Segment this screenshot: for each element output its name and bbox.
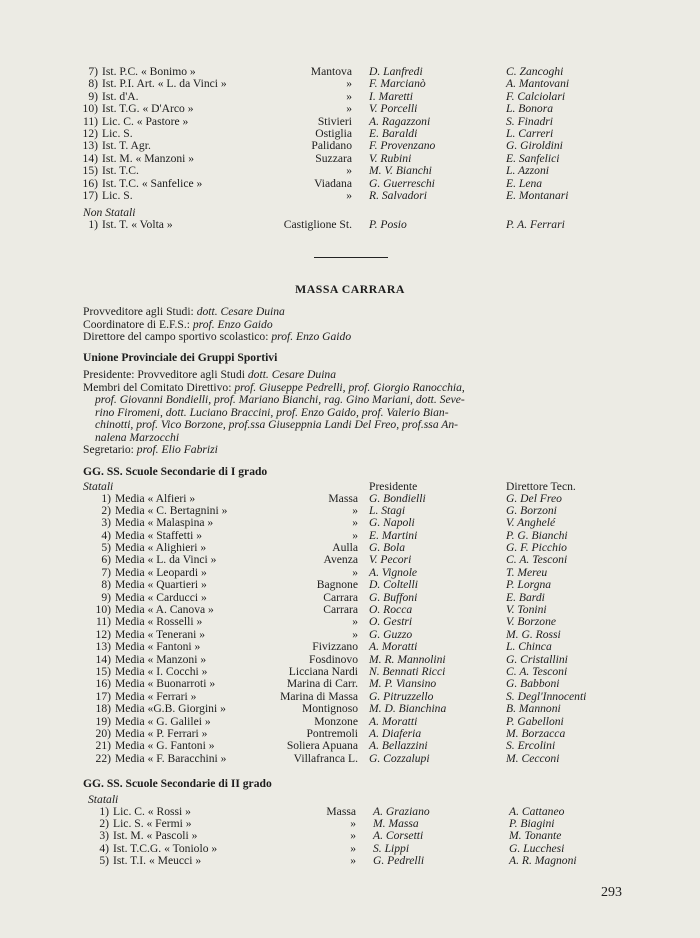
- school-row: [0, 678, 700, 690]
- provveditore-name: dott. Cesare Duina: [196, 305, 285, 318]
- membri-line-2: prof. Giovanni Bondielli, prof. Mariano Bianchi, rag. Gino Mariani, dott. Seve-: [95, 393, 465, 406]
- gg2-table: [0, 806, 700, 868]
- entry-number: 14): [95, 652, 111, 666]
- school-city: Pontremoli: [306, 726, 358, 740]
- school-city: Massa: [328, 491, 358, 505]
- school-row: [0, 616, 700, 628]
- direttore-name: S. Degl'Innocenti: [506, 689, 587, 703]
- presidente-name: G. Guerreschi: [369, 176, 435, 190]
- school-city: »: [346, 89, 352, 103]
- entry-number: 5): [99, 854, 109, 868]
- school-name: Media « Carducci »: [115, 590, 207, 604]
- entry-number: 4): [99, 841, 109, 855]
- entry-number: 9): [88, 89, 98, 103]
- school-city: »: [350, 829, 356, 843]
- entry-number: 13): [82, 139, 98, 153]
- entry-number: 1): [101, 491, 111, 505]
- presidente-name: A. Moratti: [369, 640, 418, 654]
- school-city: Monzone: [314, 714, 358, 728]
- presidente-name: D. Lanfredi: [369, 65, 423, 78]
- presidente-name: I. Maretti: [369, 89, 414, 103]
- entry-number: 1): [88, 218, 98, 231]
- entry-number: 6): [101, 553, 111, 567]
- presidente-name: A. Bellazzini: [369, 739, 428, 753]
- school-city: »: [350, 841, 356, 855]
- presidente-name: M. Massa: [373, 816, 419, 830]
- entry-number: 15): [82, 164, 98, 178]
- segretario-line: [83, 444, 218, 456]
- presidente-name: A. Corsetti: [373, 829, 424, 843]
- membri-line-5: nalena Marzocchi: [95, 430, 180, 444]
- entry-number: 4): [101, 528, 111, 542]
- direttore-name: A. Mantovani: [506, 77, 570, 91]
- gg1-col-direttore: Direttore Tecn.: [506, 480, 576, 493]
- direttore-name: G. Babboni: [506, 677, 560, 691]
- unione-title: Unione Provinciale dei Gruppi Sportivi: [83, 351, 278, 364]
- school-name: Media «G.B. Giorgini »: [115, 702, 226, 716]
- school-name: Media « Fantoni »: [115, 640, 201, 654]
- gg1-title: GG. SS. Scuole Secondarie di I grado: [83, 465, 268, 478]
- school-city: Avenza: [323, 553, 358, 567]
- entry-number: 12): [95, 627, 111, 641]
- school-name: Media « Tenerani »: [115, 627, 206, 641]
- direttore-name: V. Tonini: [506, 603, 547, 617]
- entry-number: 10): [82, 102, 98, 116]
- entry-number: 10): [95, 603, 111, 617]
- provveditore-label: Provveditore agli Studi:: [83, 305, 194, 318]
- segretario-label: Segretario:: [83, 443, 134, 456]
- school-name: Media « I. Cocchi »: [115, 664, 208, 678]
- presidente-name: G. Guzzo: [369, 627, 413, 641]
- direttore-name: S. Ercolini: [506, 739, 556, 753]
- school-city: »: [346, 188, 352, 202]
- gg2-statali-label: Statali: [88, 793, 119, 806]
- school-city: Palidano: [311, 139, 352, 153]
- presidente-name: O. Rocca: [369, 603, 413, 617]
- school-row: [0, 517, 700, 529]
- entry-number: 8): [88, 77, 98, 91]
- direttore-name: E. Sanfelici: [506, 151, 560, 165]
- school-city: Montignoso: [301, 702, 358, 716]
- school-city: Licciana Nardi: [288, 664, 358, 678]
- presidente-name: A. Diaferia: [369, 726, 422, 740]
- presidente-name: M. R. Mannolini: [369, 652, 446, 666]
- entry-number: 19): [95, 714, 111, 728]
- direttore-name: P. Gabelloni: [506, 714, 564, 728]
- direttore-line: [83, 331, 351, 343]
- presidente-name: F. Marcianò: [369, 77, 426, 91]
- entry-number: 7): [88, 65, 98, 78]
- presidente-name: G. Bola: [369, 541, 406, 555]
- entry-number: 11): [95, 615, 111, 629]
- direttore-name: E. Lena: [506, 176, 543, 190]
- entry-number: 1): [99, 804, 109, 818]
- membri-label: Membri del Comitato Direttivo:: [83, 380, 232, 394]
- school-name: Media « C. Bertagnini »: [115, 503, 228, 517]
- school-city: »: [352, 565, 358, 579]
- school-city: Fivizzano: [312, 640, 358, 654]
- entry-number: 13): [95, 640, 111, 654]
- presidente-name: S. Lippi: [373, 841, 410, 855]
- direttore-name: B. Mannoni: [506, 702, 561, 716]
- coordinatore-name: prof. Enzo Gaido: [192, 317, 273, 331]
- presidente-name: E. Martini: [369, 528, 418, 542]
- direttore-name: L. Bonora: [506, 102, 554, 116]
- entry-number: 12): [82, 126, 98, 140]
- school-name: Media « Staffetti »: [115, 528, 203, 542]
- presidente-name: M. V. Bianchi: [369, 164, 432, 178]
- presidente-name: M. D. Bianchina: [369, 702, 447, 716]
- presidente-name: A. Vignole: [369, 565, 418, 579]
- school-city: Carrara: [323, 603, 358, 617]
- school-name: Media « Alighieri »: [115, 541, 207, 555]
- entry-number: 17): [95, 689, 111, 703]
- school-name: Media « G. Galilei »: [115, 714, 211, 728]
- presidente-name: V. Rubini: [369, 151, 412, 165]
- school-name: Media « Rosselli »: [115, 615, 203, 629]
- direttore-name: C. A. Tesconi: [506, 553, 568, 567]
- direttore-name: F. Calciolari: [506, 89, 566, 103]
- presidente-label: Presidente: Provveditore agli Studi: [83, 368, 245, 381]
- direttore-name: M. Cecconi: [506, 751, 560, 765]
- direttore-name: P. G. Bianchi: [506, 528, 568, 542]
- school-name: Ist. T.C.: [102, 164, 139, 178]
- school-name: Media « Buonarroti »: [115, 677, 216, 691]
- presidente-name: G. Pedrelli: [373, 854, 425, 868]
- section-divider: [314, 257, 388, 258]
- entry-number: 2): [101, 503, 111, 517]
- school-city: »: [346, 164, 352, 178]
- gg2-title: GG. SS. Scuole Secondarie di II grado: [83, 777, 272, 790]
- direttore-name: M. Tonante: [509, 829, 562, 843]
- school-name: Ist. T. « Volta »: [102, 218, 173, 231]
- direttore-name: M. Borzacca: [506, 726, 566, 740]
- direttore-name: G. Cristallini: [506, 652, 568, 666]
- direttore-name: E. Montanari: [506, 188, 569, 202]
- gg1-statali-label: Statali: [83, 480, 114, 493]
- school-name: Media « P. Ferrari »: [115, 726, 208, 740]
- school-name: Media « F. Baracchini »: [115, 751, 227, 765]
- entry-number: 9): [101, 590, 111, 604]
- entry-number: 16): [82, 176, 98, 190]
- direttore-name: A. R. Magnoni: [509, 854, 577, 868]
- direttore-name: L. Carreri: [506, 126, 554, 140]
- segretario-name: prof. Elio Fabrizi: [136, 443, 218, 456]
- school-name: Ist. M. « Pascoli »: [113, 829, 198, 843]
- school-name: Media « Quartieri »: [115, 578, 207, 592]
- direttore-name: V. Borzone: [506, 615, 557, 629]
- entry-number: 3): [101, 516, 111, 530]
- school-city: Marina di Carr.: [286, 677, 358, 691]
- direttore-name: prof. Enzo Gaido: [271, 330, 352, 343]
- school-name: Media « G. Fantoni »: [115, 739, 215, 753]
- school-row: [0, 78, 700, 90]
- presidente-name: G. Napoli: [369, 516, 415, 530]
- school-city: »: [350, 816, 356, 830]
- school-city: Stivieri: [317, 114, 352, 128]
- school-row: [0, 753, 700, 765]
- presidente-name: A. Ragazzoni: [369, 114, 431, 128]
- direttore-name: C. A. Tesconi: [506, 664, 568, 678]
- direttore-name: G. F. Picchio: [506, 541, 567, 555]
- direttore-name: M. G. Rossi: [506, 627, 561, 641]
- page-number: 293: [601, 885, 622, 900]
- presidente-name: V. Pecori: [369, 553, 412, 567]
- school-name: Lic. C. « Rossi »: [113, 804, 191, 818]
- entry-number: 14): [82, 151, 98, 165]
- section-title: MASSA CARRARA: [295, 282, 405, 296]
- coordinatore-label: Coordinatore di E.F.S.:: [83, 317, 190, 331]
- direttore-name: S. Finadri: [506, 114, 554, 128]
- school-city: »: [352, 516, 358, 530]
- entry-number: 21): [95, 739, 111, 753]
- school-city: Villafranca L.: [293, 751, 358, 765]
- school-city: Carrara: [323, 590, 358, 604]
- school-row: [0, 219, 700, 231]
- presidente-name: dott. Cesare Duina: [247, 368, 337, 381]
- entry-number: 7): [101, 565, 111, 579]
- school-name: Lic. S.: [102, 188, 133, 202]
- school-row: [0, 165, 700, 177]
- school-row: [0, 579, 700, 591]
- school-row: [0, 554, 700, 566]
- entry-number: 3): [99, 829, 109, 843]
- direttore-name: P. A. Ferrari: [506, 218, 565, 231]
- school-city: »: [352, 627, 358, 641]
- school-row: [0, 641, 700, 653]
- school-name: Ist. T.C. « Sanfelice »: [102, 176, 203, 190]
- school-city: Viadana: [314, 176, 352, 190]
- school-name: Ist. T. Agr.: [102, 139, 151, 153]
- school-name: Ist. M. « Manzoni »: [102, 151, 195, 165]
- presidente-name: M. P. Viansino: [369, 677, 437, 691]
- school-city: »: [352, 503, 358, 517]
- presidente-name: G. Bondielli: [369, 491, 426, 505]
- school-city: »: [346, 102, 352, 116]
- school-name: Ist. P.C. « Bonimo »: [102, 65, 196, 78]
- presidente-name: A. Moratti: [369, 714, 418, 728]
- school-city: Ostiglia: [315, 126, 352, 140]
- school-name: Media « Manzoni »: [115, 652, 207, 666]
- presidente-name: O. Gestri: [369, 615, 413, 629]
- school-name: Media « Ferrari »: [115, 689, 197, 703]
- school-row: [0, 740, 700, 752]
- school-city: Bagnone: [316, 578, 358, 592]
- direttore-name: G. Borzoni: [506, 503, 557, 517]
- direttore-label: Direttore del campo sportivo scolastico:: [83, 330, 269, 343]
- school-city: Massa: [326, 804, 356, 818]
- school-city: »: [346, 77, 352, 91]
- membri-names-1: prof. Giuseppe Pedrelli, prof. Giorgio Ranocchia,: [234, 380, 465, 394]
- direttore-name: G. Lucchesi: [509, 841, 565, 855]
- school-name: Media « Leopardi »: [115, 565, 207, 579]
- school-name: Lic. S. « Fermi »: [113, 816, 192, 830]
- school-row: [0, 140, 700, 152]
- direttore-name: G. Del Freo: [506, 491, 562, 505]
- school-name: Ist. T.I. « Meucci »: [113, 854, 202, 868]
- school-city: Suzzara: [315, 151, 352, 165]
- entry-number: 11): [82, 114, 98, 128]
- school-name: Media « Malaspina »: [115, 516, 214, 530]
- presidente-name: V. Porcelli: [369, 102, 418, 116]
- presidente-name: P. Posio: [369, 218, 407, 231]
- membri-line-4: chinotti, prof. Vico Borzone, prof.ssa Giuseppnia Landi Del Freo, prof.ssa An-: [95, 418, 459, 431]
- school-name: Lic. S.: [102, 126, 133, 140]
- presidente-name: F. Provenzano: [369, 139, 436, 153]
- direttore-name: C. Zancoghi: [506, 65, 564, 78]
- school-row: [0, 830, 700, 842]
- direttore-name: L. Azzoni: [506, 164, 549, 178]
- entry-number: 20): [95, 726, 111, 740]
- entry-number: 15): [95, 664, 111, 678]
- direttore-name: V. Anghelé: [506, 516, 556, 530]
- presidente-name: E. Baraldi: [369, 126, 418, 140]
- presidente-name: L. Stagi: [369, 503, 406, 517]
- school-name: Ist. d'A.: [102, 89, 139, 103]
- direttore-name: P. Lorgna: [506, 578, 552, 592]
- school-name: Ist. T.G. « D'Arco »: [102, 102, 194, 116]
- school-city: Marina di Massa: [280, 689, 358, 703]
- mantova-table: [0, 66, 700, 202]
- entry-number: 22): [95, 751, 111, 765]
- entry-number: 17): [82, 188, 98, 202]
- gg1-col-presidente: Presidente: [369, 480, 418, 493]
- school-city: »: [352, 528, 358, 542]
- school-name: Ist. T.C.G. « Toniolo »: [113, 841, 218, 855]
- direttore-name: A. Cattaneo: [509, 804, 565, 818]
- school-city: Aulla: [332, 541, 358, 555]
- entry-number: 16): [95, 677, 111, 691]
- school-row: [0, 703, 700, 715]
- non-statali-table: [0, 219, 700, 231]
- school-city: Mantova: [310, 65, 352, 78]
- school-row: [0, 103, 700, 115]
- school-name: Ist. P.I. Art. « L. da Vinci »: [102, 77, 227, 91]
- direttore-name: G. Giroldini: [506, 139, 563, 153]
- school-name: Media « L. da Vinci »: [115, 553, 217, 567]
- school-city: Soliera Apuana: [286, 739, 358, 753]
- direttore-name: P. Biagini: [509, 816, 555, 830]
- school-name: Lic. C. « Pastore »: [102, 114, 189, 128]
- entry-number: 2): [99, 816, 109, 830]
- presidente-name: A. Graziano: [373, 804, 430, 818]
- school-city: »: [350, 854, 356, 868]
- school-city: »: [352, 615, 358, 629]
- presidente-name: G. Pitruzzello: [369, 689, 434, 703]
- school-city: Castiglione St.: [283, 218, 352, 231]
- school-name: Media « Alfieri »: [115, 491, 196, 505]
- school-city: Fosdinovo: [309, 652, 358, 666]
- gg1-table: [0, 493, 700, 766]
- presidente-name: G. Cozzalupi: [369, 751, 430, 765]
- presidente-name: G. Buffoni: [369, 590, 418, 604]
- membri-line-3: rino Firomeni, dott. Luciano Braccini, prof. Enzo Gaido, prof. Valerio Bian-: [95, 405, 449, 419]
- entry-number: 5): [101, 541, 111, 555]
- non-statali-label: Non Statali: [83, 206, 136, 219]
- school-row: [0, 190, 700, 202]
- direttore-name: T. Mereu: [506, 565, 548, 579]
- entry-number: 8): [101, 578, 111, 592]
- entry-number: 18): [95, 702, 111, 716]
- presidente-name: D. Coltelli: [369, 578, 418, 592]
- presidente-name: N. Bennati Ricci: [369, 664, 446, 678]
- school-row: [0, 855, 700, 867]
- presidente-name: R. Salvadori: [369, 188, 427, 202]
- direttore-name: E. Bardi: [506, 590, 545, 604]
- school-name: Media « A. Canova »: [115, 603, 214, 617]
- direttore-name: L. Chinca: [506, 640, 552, 654]
